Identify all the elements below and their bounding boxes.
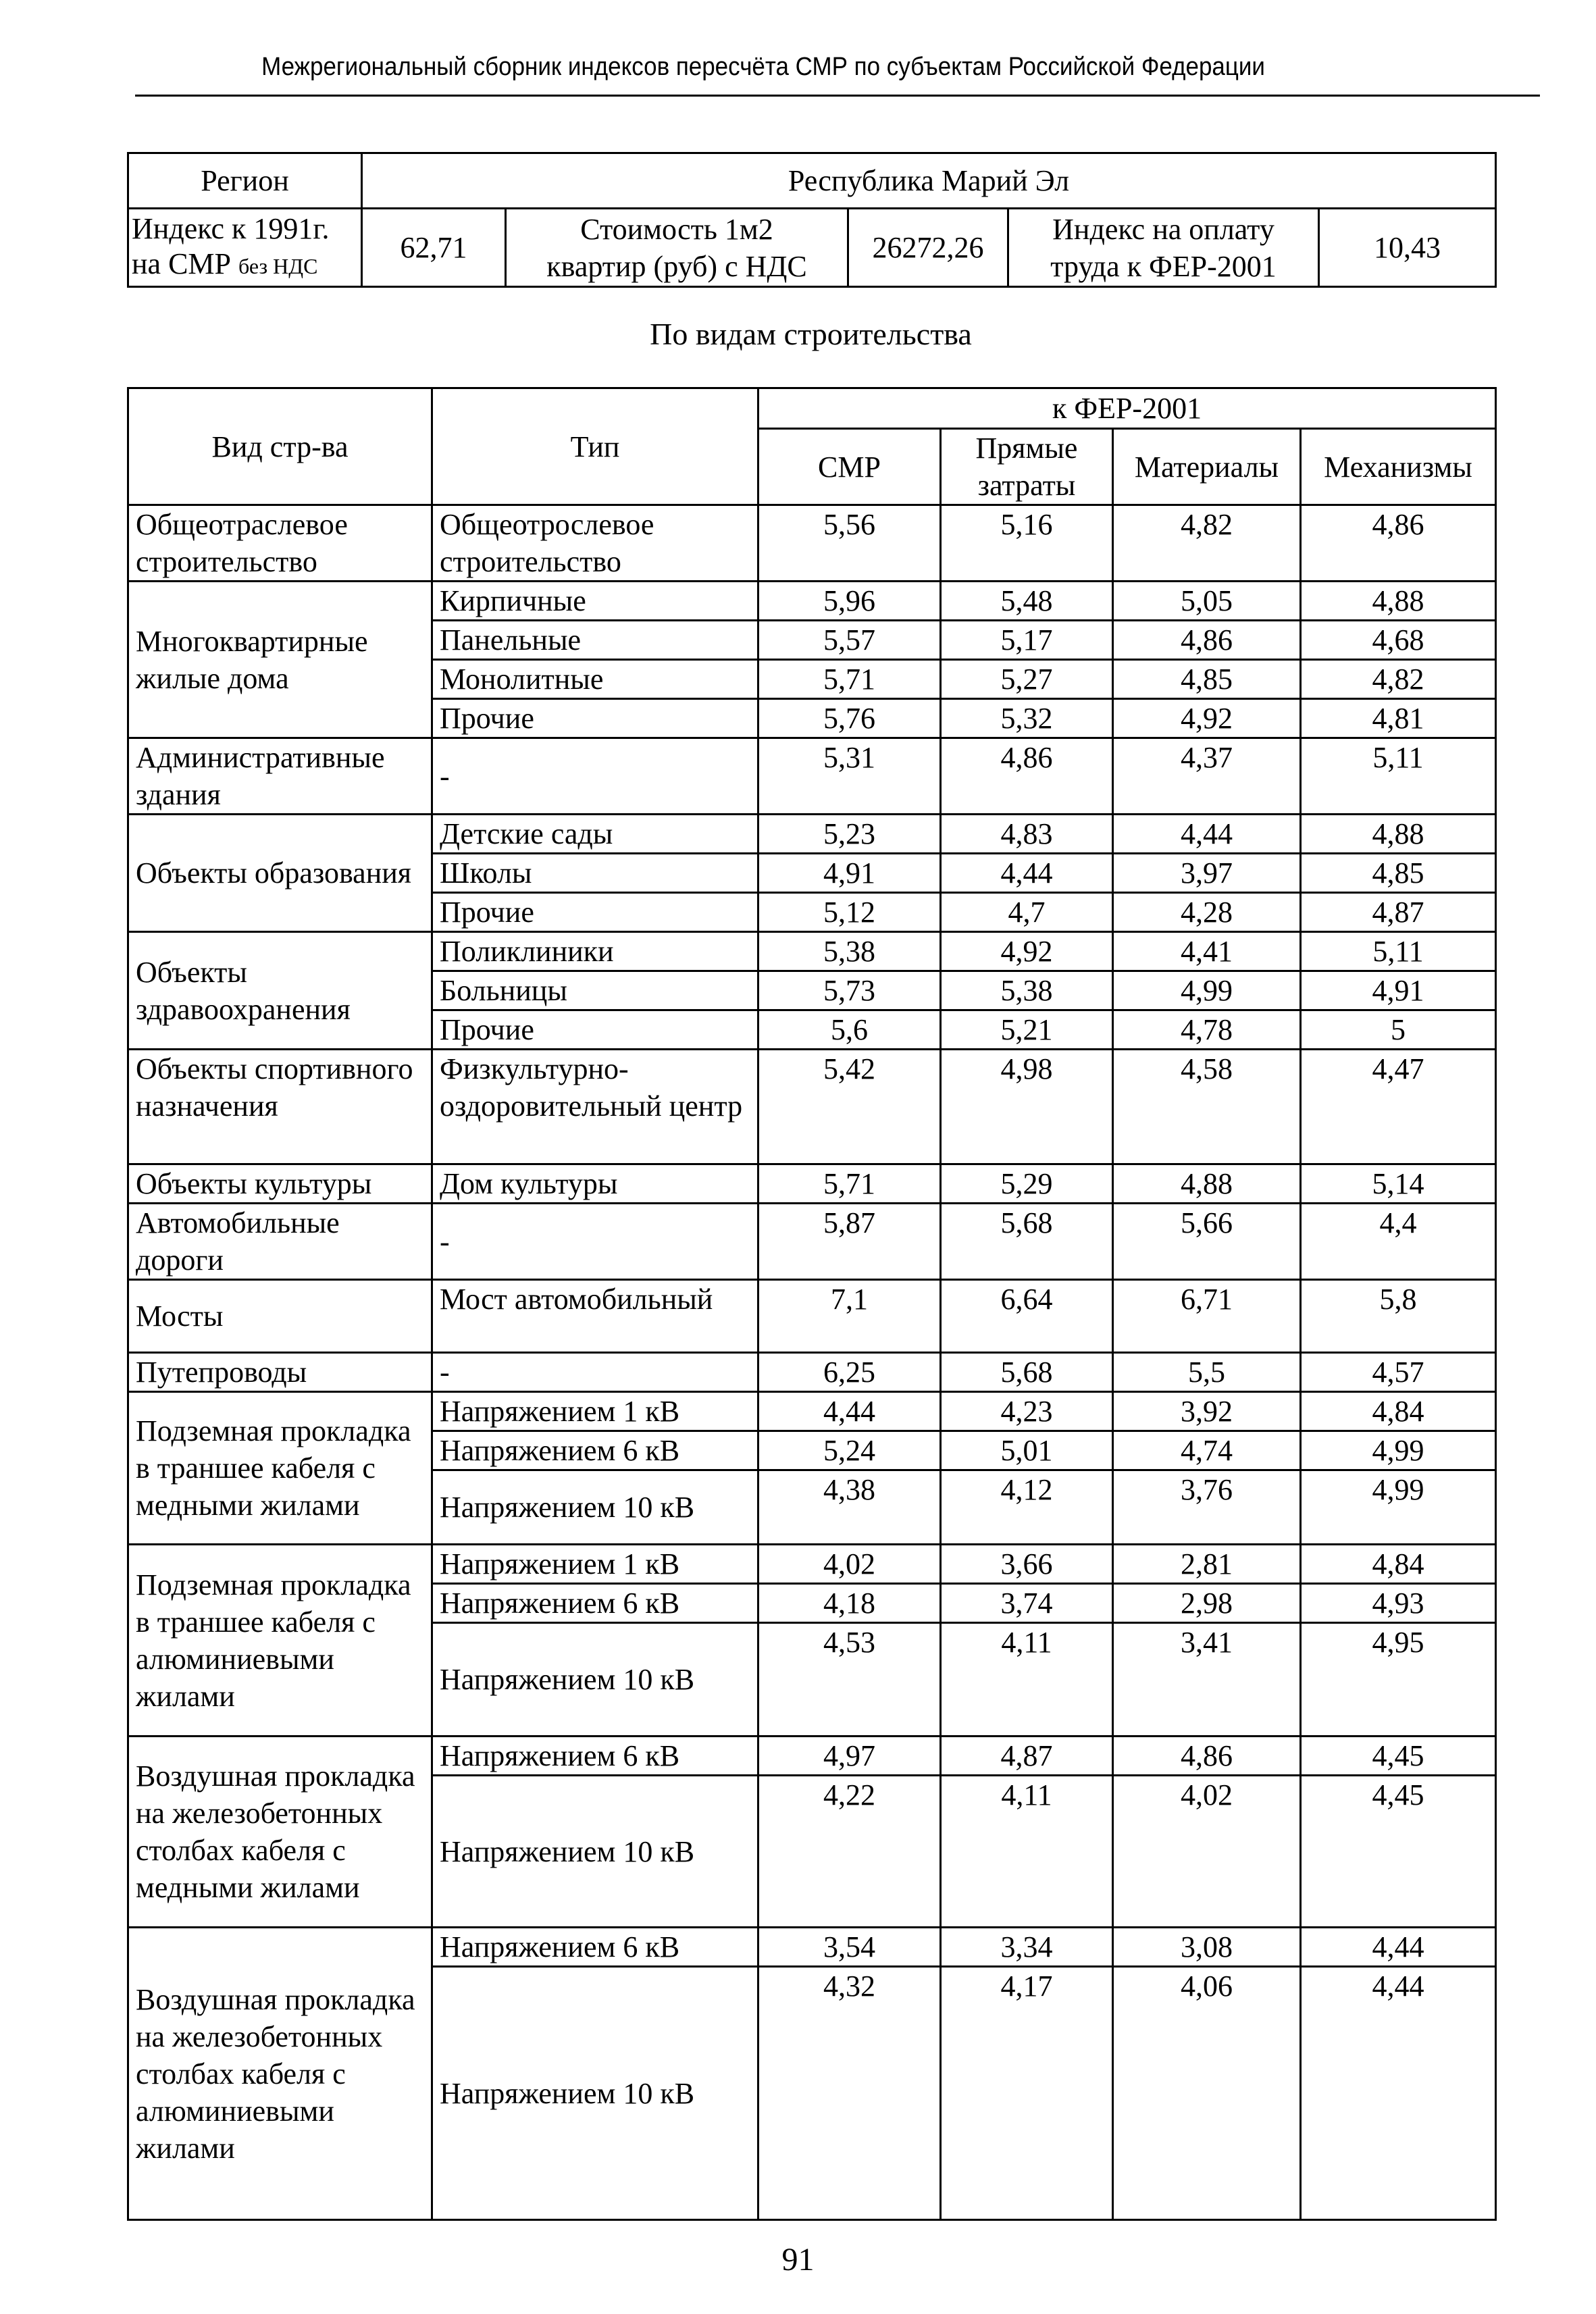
smr-cell: 4,91: [758, 854, 941, 893]
machines-cell: 4,87: [1301, 893, 1496, 932]
machines-cell: 4,99: [1301, 1470, 1496, 1545]
header-machines: Механизмы: [1301, 429, 1496, 505]
type-cell: Монолитные: [432, 660, 758, 699]
machines-cell: 4,44: [1301, 1967, 1496, 2220]
direct-cell: 5,21: [941, 1010, 1113, 1050]
machines-cell: 4,68: [1301, 621, 1496, 660]
cost-value: 26272,26: [848, 209, 1008, 287]
direct-cell: 4,44: [941, 854, 1113, 893]
kind-cell: Подземная прокладка в траншее кабеля с алюминиевыми жилами: [128, 1545, 432, 1737]
smr-cell: 4,53: [758, 1623, 941, 1737]
type-cell: Панельные: [432, 621, 758, 660]
index-value: 62,71: [362, 209, 506, 287]
type-cell: Напряжением 10 кВ: [432, 1470, 758, 1545]
type-cell: Напряжением 6 кВ: [432, 1431, 758, 1470]
machines-cell: 4,99: [1301, 1431, 1496, 1470]
machines-cell: 4,47: [1301, 1050, 1496, 1164]
direct-cell: 4,92: [941, 932, 1113, 971]
table-row: [128, 505, 1496, 582]
direct-cell: 5,27: [941, 660, 1113, 699]
smr-cell: 5,42: [758, 1050, 941, 1164]
table-row: [128, 1353, 1496, 1392]
machines-cell: 4,95: [1301, 1623, 1496, 1737]
smr-cell: 5,31: [758, 738, 941, 815]
machines-cell: 5,11: [1301, 932, 1496, 971]
kind-cell: Объекты спортивного назначения: [128, 1050, 432, 1164]
type-cell: Мост автомобильный: [432, 1280, 758, 1353]
direct-cell: 5,38: [941, 971, 1113, 1010]
kind-cell: Воздушная прокладка на железобетонных столбах кабеля с медными жилами: [128, 1737, 432, 1928]
direct-cell: 5,68: [941, 1204, 1113, 1280]
table-row: [128, 1280, 1496, 1353]
page-header: Межрегиональный сборник индексов пересчёта СМР по субъектам Российской Федерации: [261, 53, 1265, 81]
machines-cell: 4,84: [1301, 1392, 1496, 1431]
direct-cell: 4,11: [941, 1623, 1113, 1737]
direct-cell: 5,32: [941, 699, 1113, 738]
index-label-line2: [132, 247, 354, 284]
header-type: Тип: [432, 388, 758, 505]
header-smr: СМР: [758, 429, 941, 505]
labor-label-line2: труда к ФЕР-2001: [1050, 249, 1277, 283]
index-label-line1: Индекс к 1991г.: [132, 212, 330, 245]
direct-cell: 5,17: [941, 621, 1113, 660]
materials-cell: 4,86: [1113, 621, 1301, 660]
direct-cell: 5,29: [941, 1164, 1113, 1204]
labor-label-line1: Индекс на оплату: [1052, 212, 1275, 246]
table-row: [128, 1392, 1496, 1431]
materials-cell: 4,28: [1113, 893, 1301, 932]
direct-cell: 5,48: [941, 582, 1113, 621]
smr-cell: 5,71: [758, 660, 941, 699]
machines-cell: 4,86: [1301, 505, 1496, 582]
type-cell: -: [432, 738, 758, 815]
type-cell: Прочие: [432, 1010, 758, 1050]
cost-label-line1: Стоимость 1м2: [580, 212, 773, 246]
materials-cell: 3,92: [1113, 1392, 1301, 1431]
machines-cell: 4,84: [1301, 1545, 1496, 1584]
type-cell: -: [432, 1353, 758, 1392]
smr-cell: 5,87: [758, 1204, 941, 1280]
materials-cell: 4,92: [1113, 699, 1301, 738]
labor-label: [1008, 209, 1319, 287]
smr-cell: 4,97: [758, 1737, 941, 1776]
materials-cell: 4,78: [1113, 1010, 1301, 1050]
type-cell: Напряжением 1 кВ: [432, 1392, 758, 1431]
smr-cell: 5,23: [758, 815, 941, 854]
machines-cell: 4,44: [1301, 1928, 1496, 1967]
kind-cell: Подземная прокладка в траншее кабеля с медными жилами: [128, 1392, 432, 1545]
smr-cell: 5,71: [758, 1164, 941, 1204]
indices-table-body: [128, 388, 1496, 2220]
smr-cell: 4,22: [758, 1776, 941, 1928]
materials-cell: 3,08: [1113, 1928, 1301, 1967]
materials-cell: 3,41: [1113, 1623, 1301, 1737]
direct-cell: 4,12: [941, 1470, 1113, 1545]
cost-label-line2: квартир (руб) с НДС: [546, 249, 807, 283]
machines-cell: 4,45: [1301, 1776, 1496, 1928]
materials-cell: 2,98: [1113, 1584, 1301, 1623]
smr-cell: 3,54: [758, 1928, 941, 1967]
header-materials: Материалы: [1113, 429, 1301, 505]
machines-cell: 4,85: [1301, 854, 1496, 893]
kind-cell: Мосты: [128, 1280, 432, 1353]
materials-cell: 2,81: [1113, 1545, 1301, 1584]
smr-cell: 5,12: [758, 893, 941, 932]
kind-cell: Воздушная прокладка на железобетонных столбах кабеля с алюминиевыми жилами: [128, 1928, 432, 2220]
materials-cell: 4,74: [1113, 1431, 1301, 1470]
table-row: [128, 738, 1496, 815]
machines-cell: 4,81: [1301, 699, 1496, 738]
kind-cell: Объекты культуры: [128, 1164, 432, 1204]
direct-cell: 4,23: [941, 1392, 1113, 1431]
machines-cell: 5,8: [1301, 1280, 1496, 1353]
table-row: [128, 582, 1496, 621]
machines-cell: 5: [1301, 1010, 1496, 1050]
machines-cell: 5,14: [1301, 1164, 1496, 1204]
type-cell: Поликлиники: [432, 932, 758, 971]
direct-cell: 3,66: [941, 1545, 1113, 1584]
smr-cell: 5,56: [758, 505, 941, 582]
header-group: к ФЕР-2001: [758, 388, 1496, 429]
type-cell: Больницы: [432, 971, 758, 1010]
materials-cell: 3,76: [1113, 1470, 1301, 1545]
section-subtitle: По видам строительства: [650, 317, 972, 351]
smr-cell: 4,38: [758, 1470, 941, 1545]
materials-cell: 4,37: [1113, 738, 1301, 815]
materials-cell: 4,41: [1113, 932, 1301, 971]
header-direct: Прямые затраты: [941, 429, 1113, 505]
smr-cell: 6,25: [758, 1353, 941, 1392]
machines-cell: 4,45: [1301, 1737, 1496, 1776]
materials-cell: 4,99: [1113, 971, 1301, 1010]
direct-cell: 4,11: [941, 1776, 1113, 1928]
direct-cell: 4,98: [941, 1050, 1113, 1164]
region-table: [127, 152, 1497, 288]
smr-cell: 5,24: [758, 1431, 941, 1470]
type-cell: Напряжением 6 кВ: [432, 1584, 758, 1623]
direct-cell: 6,64: [941, 1280, 1113, 1353]
table-row: [128, 1164, 1496, 1204]
materials-cell: 4,06: [1113, 1967, 1301, 2220]
materials-cell: 5,66: [1113, 1204, 1301, 1280]
type-cell: Общеотрослевое строительство: [432, 505, 758, 582]
direct-cell: 4,87: [941, 1737, 1113, 1776]
type-cell: Напряжением 6 кВ: [432, 1928, 758, 1967]
index-label-smr: на СМР: [132, 247, 232, 280]
type-cell: Прочие: [432, 699, 758, 738]
table-row: [128, 1050, 1496, 1164]
smr-cell: 5,73: [758, 971, 941, 1010]
direct-cell: 5,01: [941, 1431, 1113, 1470]
smr-cell: 4,44: [758, 1392, 941, 1431]
materials-cell: 4,86: [1113, 1737, 1301, 1776]
region-label: Регион: [128, 153, 362, 209]
direct-cell: 3,74: [941, 1584, 1113, 1623]
type-cell: Дом культуры: [432, 1164, 758, 1204]
header-kind: Вид стр-ва: [128, 388, 432, 505]
kind-cell: Административные здания: [128, 738, 432, 815]
smr-cell: 7,1: [758, 1280, 941, 1353]
cost-label: [506, 209, 848, 287]
materials-cell: 4,58: [1113, 1050, 1301, 1164]
index-label-vat: без НДС: [238, 254, 318, 278]
table-row: [128, 1737, 1496, 1776]
direct-cell: 4,86: [941, 738, 1113, 815]
type-cell: Напряжением 10 кВ: [432, 1967, 758, 2220]
type-cell: Детские сады: [432, 815, 758, 854]
materials-cell: 4,88: [1113, 1164, 1301, 1204]
table-row: [128, 1204, 1496, 1280]
table-row: [128, 932, 1496, 971]
smr-cell: 5,38: [758, 932, 941, 971]
machines-cell: 4,88: [1301, 582, 1496, 621]
machines-cell: 4,93: [1301, 1584, 1496, 1623]
table-row: [128, 815, 1496, 854]
type-cell: Напряжением 10 кВ: [432, 1623, 758, 1737]
direct-cell: 4,7: [941, 893, 1113, 932]
table-row: [128, 1928, 1496, 1967]
header-rule: [135, 95, 1540, 97]
smr-cell: 4,18: [758, 1584, 941, 1623]
materials-cell: 4,02: [1113, 1776, 1301, 1928]
kind-cell: Общеотраслевое строительство: [128, 505, 432, 582]
machines-cell: 4,88: [1301, 815, 1496, 854]
indices-table: [127, 387, 1497, 2221]
materials-cell: 5,5: [1113, 1353, 1301, 1392]
kind-cell: Многоквартирные жилые дома: [128, 582, 432, 738]
smr-cell: 5,57: [758, 621, 941, 660]
region-value: Республика Марий Эл: [362, 153, 1496, 209]
type-cell: Прочие: [432, 893, 758, 932]
direct-cell: 5,68: [941, 1353, 1113, 1392]
type-cell: Напряжением 6 кВ: [432, 1737, 758, 1776]
type-cell: Напряжением 1 кВ: [432, 1545, 758, 1584]
materials-cell: 3,97: [1113, 854, 1301, 893]
type-cell: Физкультурно-оздоровительный центр: [432, 1050, 758, 1164]
table-row: [128, 1545, 1496, 1584]
type-cell: -: [432, 1204, 758, 1280]
kind-cell: Объекты образования: [128, 815, 432, 932]
materials-cell: 5,05: [1113, 582, 1301, 621]
type-cell: Школы: [432, 854, 758, 893]
machines-cell: 4,57: [1301, 1353, 1496, 1392]
direct-cell: 5,16: [941, 505, 1113, 582]
smr-cell: 4,02: [758, 1545, 941, 1584]
index-label: [128, 209, 362, 287]
direct-cell: 4,17: [941, 1967, 1113, 2220]
type-cell: Кирпичные: [432, 582, 758, 621]
page-number: 91: [781, 2242, 815, 2278]
kind-cell: Автомобильные дороги: [128, 1204, 432, 1280]
smr-cell: 5,6: [758, 1010, 941, 1050]
machines-cell: 4,82: [1301, 660, 1496, 699]
type-cell: Напряжением 10 кВ: [432, 1776, 758, 1928]
direct-cell: 4,83: [941, 815, 1113, 854]
machines-cell: 5,11: [1301, 738, 1496, 815]
smr-cell: 4,32: [758, 1967, 941, 2220]
materials-cell: 4,82: [1113, 505, 1301, 582]
machines-cell: 4,91: [1301, 971, 1496, 1010]
machines-cell: 4,4: [1301, 1204, 1496, 1280]
kind-cell: Путепроводы: [128, 1353, 432, 1392]
materials-cell: 4,44: [1113, 815, 1301, 854]
smr-cell: 5,76: [758, 699, 941, 738]
labor-value: 10,43: [1319, 209, 1496, 287]
materials-cell: 4,85: [1113, 660, 1301, 699]
kind-cell: Объекты здравоохранения: [128, 932, 432, 1050]
smr-cell: 5,96: [758, 582, 941, 621]
direct-cell: 3,34: [941, 1928, 1113, 1967]
materials-cell: 6,71: [1113, 1280, 1301, 1353]
